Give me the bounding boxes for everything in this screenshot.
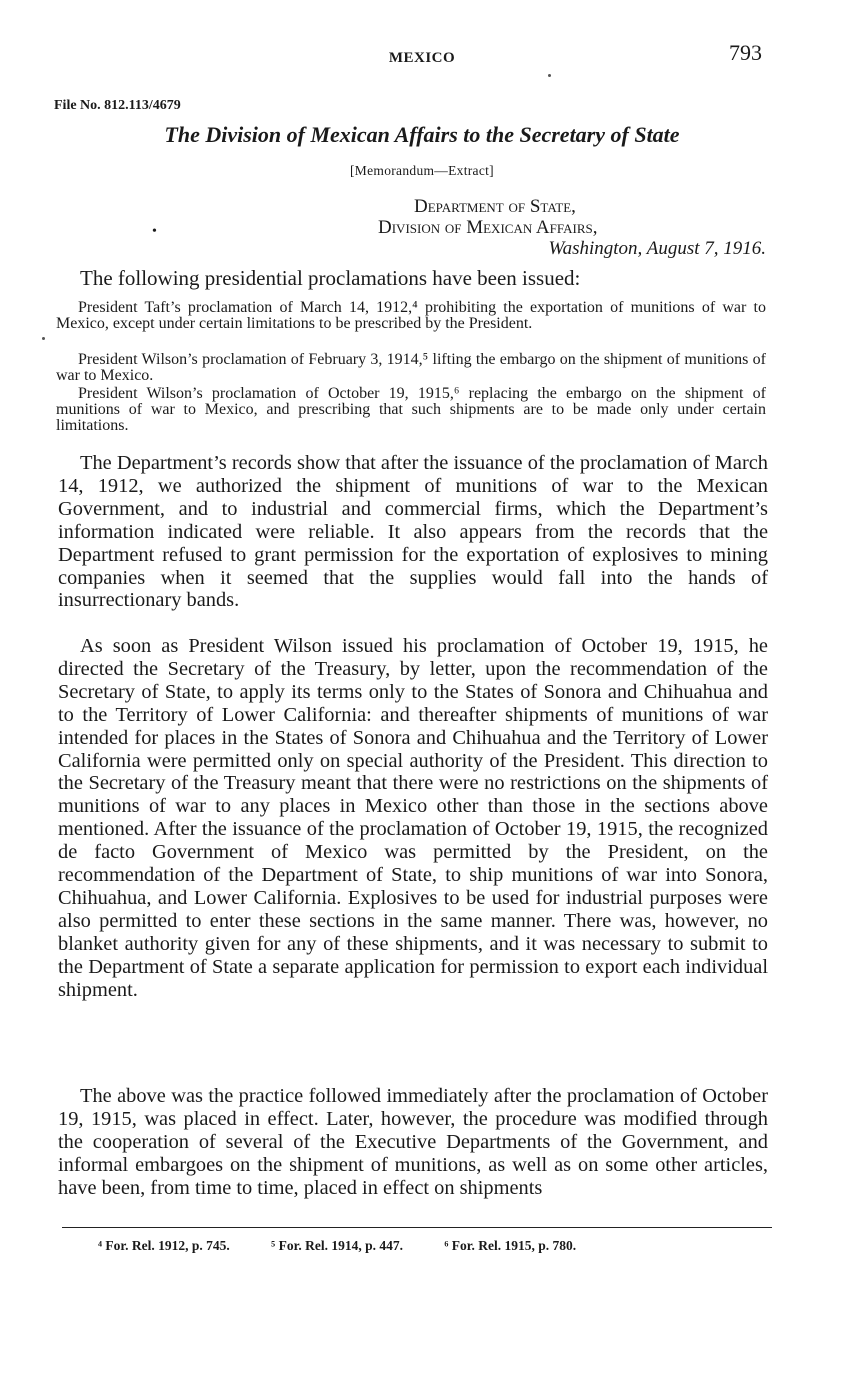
proclamation-item: President Taft’s proclamation of March 14, 1912,⁴ prohibiting the exportation of munitions of war to Mexico, except under certain limitations to be prescribed by the President. bbox=[56, 299, 766, 332]
file-number: File No. 812.113/4679 bbox=[54, 98, 181, 113]
dateline-place-date bbox=[0, 238, 766, 260]
dateline-department: Department of State, bbox=[414, 196, 576, 217]
proclamation-item: President Wilson’s proclamation of February 3, 1914,⁵ lifting the embargo on the shipment of munitions of war to Mexico. bbox=[56, 351, 766, 384]
body-paragraph: The above was the practice followed immediately after the proclamation of October 19, 1915, was placed in effect. Later, however, the procedure was modified through the cooperation of several of the Executive Departments of the Government, and informal embargoes on the shipment of munitions, as well as on some other articles, have been, from time to time, placed in effect on shipments bbox=[58, 1085, 768, 1199]
running-head: MEXICO bbox=[388, 50, 456, 66]
footnote: ⁵ For. Rel. 1914, p. 447. bbox=[271, 1238, 403, 1253]
body-paragraph: As soon as President Wilson issued his proclamation of October 19, 1915, he directed the Secretary of the Treasury, by letter, upon the recommendation of the Secretary of State, to apply its terms only to the States of Sonora and Chihuahua and to the Territory of Lower California: and thereafter shipments of munitions of war intended for places in the States of Sonora and Chihuahua and the Territory of Lower California were permitted only on special authority of the President. This direction to the Secretary of the Treasury meant that there were no restrictions on the shipments of munitions of war to any places in Mexico other than those in the sections above mentioned. After the issuance of the proclamation of October 19, 1915, the recognized de facto Government of Mexico was permitted by the President, on the recommendation of the Department of State, to ship munitions of war into Sonora, Chihuahua, and Lower California. Explosives to be used for industrial purposes were also permitted to enter these sections in the same manner. There was, however, no blanket authority given for any of these shipments, and it was necessary to submit to the Department of State a separate application for permission to export each individual shipment. bbox=[58, 635, 768, 1001]
stray-mark bbox=[42, 337, 45, 340]
dateline-place: Washington, bbox=[548, 238, 643, 259]
footnotes bbox=[98, 1238, 614, 1254]
proclamation-item: President Wilson’s proclamation of October 19, 1915,⁶ replacing the embargo on the shipment of munitions of war to Mexico, and prescribing that such shipments are to be made only under certain limitations. bbox=[56, 385, 766, 434]
body-paragraph: The Department’s records show that after the issuance of the proclamation of March 14, 1912, we authorized the shipment of munitions of war to the Mexican Government, and to industrial and commercial firms, which the Department’s information indicated were reliable. It also appears from the records that the Department refused to grant permission for the exportation of explosives to mining companies when it seemed that the supplies would fall into the hands of insurrectionary bands. bbox=[58, 452, 768, 612]
stray-mark bbox=[548, 74, 551, 77]
footnote: ⁶ For. Rel. 1915, p. 780. bbox=[444, 1238, 577, 1253]
bullet-mark: • bbox=[152, 224, 157, 239]
page-number: 793 bbox=[729, 40, 762, 65]
dateline-division: Division of Mexican Affairs, bbox=[378, 217, 598, 238]
lead-sentence: The following presidential proclamations have been issued: bbox=[80, 266, 581, 290]
footnote-rule bbox=[62, 1227, 772, 1228]
document-title: The Division of Mexican Affairs to the Secretary of State bbox=[164, 122, 680, 147]
dateline-date: August 7, 1916. bbox=[646, 238, 766, 259]
footnote: ⁴ For. Rel. 1912, p. 745. bbox=[98, 1238, 230, 1253]
document-subtitle: [Memorandum—Extract] bbox=[350, 163, 494, 178]
